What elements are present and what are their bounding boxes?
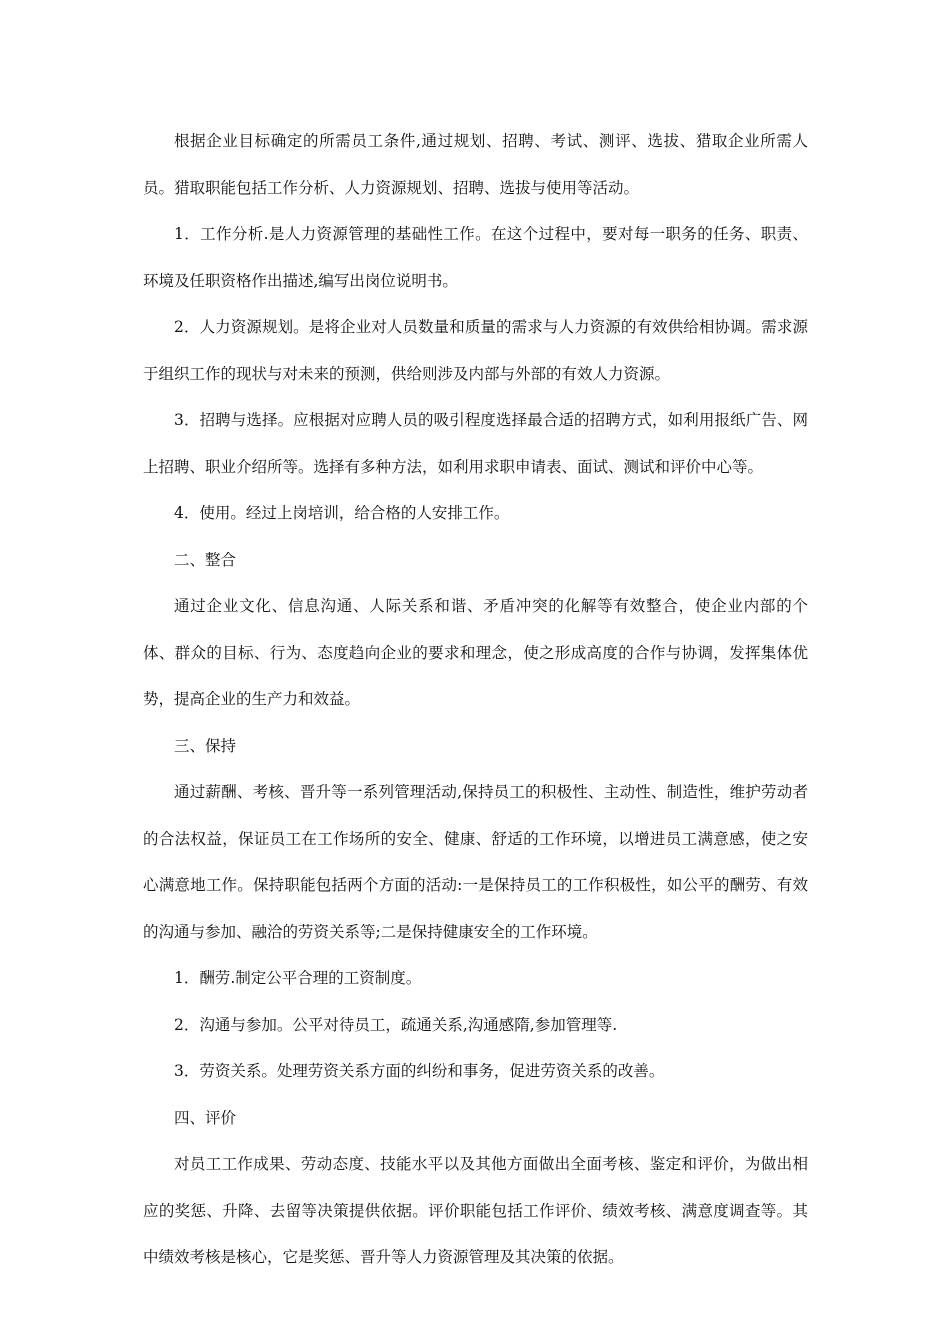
paragraph-integration: 通过企业文化、信息沟通、人际关系和谐、矛盾冲突的化解等有效整合，使企业内部的个体、群众的目标、行为、态度趋向企业的要求和理念，使之形成高度的合作与协调，发挥集体优势，提高企业的生产力和效益。 xyxy=(143,597,808,708)
section-heading-retention: 三、保持 xyxy=(174,736,237,755)
paragraph-recruit-select: 3．招聘与选择。应根据对应聘人员的吸引程度选择最合适的招聘方式，如利用报纸广告、网上招聘、职业介绍所等。选择有多种方法，如利用求职申请表、面试、测试和评价中心等。 xyxy=(143,411,808,476)
section-heading-integration: 二、整合 xyxy=(174,550,237,569)
paragraph-compensation: 1．酬劳.制定公平合理的工资制度。 xyxy=(174,969,422,987)
section-heading-evaluation: 四、评价 xyxy=(174,1108,237,1127)
document-page xyxy=(143,118,808,1281)
paragraph-communication: 2．沟通与参加。公平对待员工，疏通关系,沟通感隋,参加管理等. xyxy=(174,1015,618,1034)
paragraph-labor-relations: 3．劳资关系。处理劳资关系方面的纠纷和事务，促进劳资关系的改善。 xyxy=(174,1062,665,1080)
paragraph-hr-planning: 2．人力资源规划。是将企业对人员数量和质量的需求与人力资源的有效供给相协调。需求源于组织工作的现状与对未来的预测，供给则涉及内部与外部的有效人力资源。 xyxy=(143,318,808,383)
paragraph-evaluation: 对员工工作成果、劳动态度、技能水平以及其他方面做出全面考核、鉴定和评价，为做出相应的奖惩、升降、去留等决策提供依据。评价职能包括工作评价、绩效考核、满意度调查等。其中绩效考核是核心，它是奖惩、晋升等人力资源管理及其决策的依据。 xyxy=(143,1155,808,1266)
paragraph-job-analysis: 1．工作分析.是人力资源管理的基础性工作。在这个过程中，要对每一职务的任务、职责、环境及任职资格作出描述,编写出岗位说明书。 xyxy=(143,225,808,290)
paragraph-use: 4．使用。经过上岗培训，给合格的人安排工作。 xyxy=(174,504,510,522)
paragraph-recruitment-intro: 根据企业目标确定的所需员工条件,通过规划、招聘、考试、测评、选拔、猎取企业所需人员。猎取职能包括工作分析、人力资源规划、招聘、选拔与使用等活动。 xyxy=(143,132,808,197)
paragraph-retention: 通过薪酬、考核、晋升等一系列管理活动,保持员工的积极性、主动性、制造性，维护劳动者的合法权益，保证员工在工作场所的安全、健康、舒适的工作环境，以增进员工满意感，使之安心满意地工作。保持职能包括两个方面的活动:一是保持员工的工作积极性，如公平的酬劳、有效的沟通与参加、融洽的劳资关系等;二是保持健康安全的工作环境。 xyxy=(143,783,808,941)
